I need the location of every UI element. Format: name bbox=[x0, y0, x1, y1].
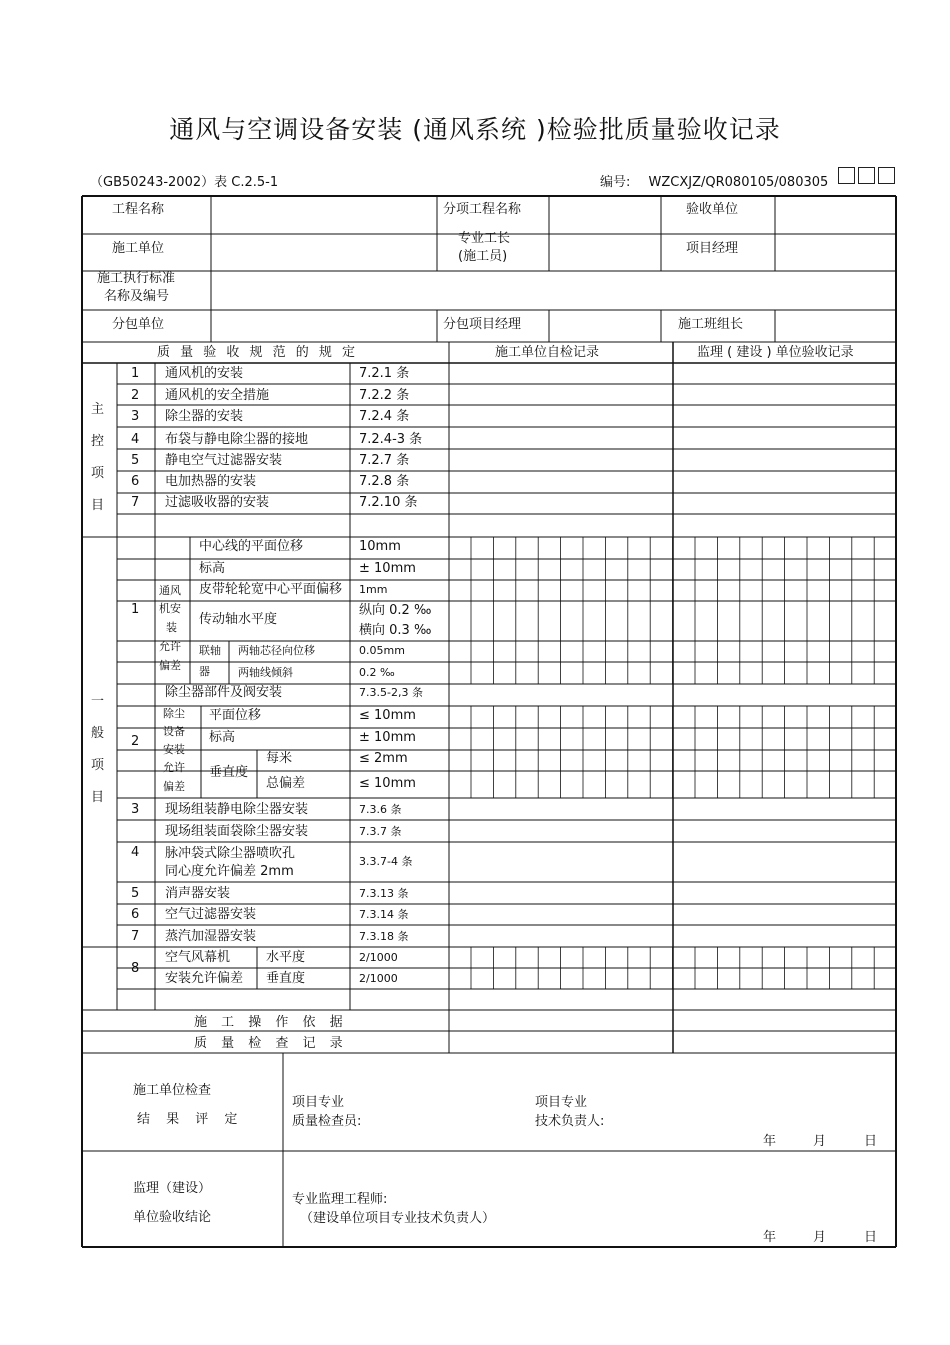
group-label: 通风 bbox=[159, 584, 181, 597]
main-item-clause: 7.2.7 条 bbox=[359, 453, 410, 468]
row-label: 标高 bbox=[209, 730, 236, 745]
main-item-no: 1 bbox=[131, 366, 140, 381]
row-value: 0.2 ‰ bbox=[359, 666, 395, 679]
general-item-no: 1 bbox=[131, 602, 140, 617]
main-item-name: 通风机的安装 bbox=[165, 366, 244, 381]
row-value: ≤ 2mm bbox=[359, 751, 408, 766]
row-label: 水平度 bbox=[266, 950, 306, 965]
row-value: 纵向 0.2 ‰ bbox=[359, 603, 432, 618]
main-label-char: 目 bbox=[91, 498, 105, 513]
row-value: 2/1000 bbox=[359, 972, 398, 985]
row-label: 每米 bbox=[266, 751, 293, 766]
label-team-leader: 施工班组长 bbox=[678, 317, 744, 332]
row-label: 平面位移 bbox=[209, 708, 262, 723]
row-label: 同心度允许偏差 2mm bbox=[165, 864, 294, 879]
main-item-clause: 7.2.2 条 bbox=[359, 388, 410, 403]
row-label: 空气过滤器安装 bbox=[165, 907, 257, 922]
row-value: ≤ 10mm bbox=[359, 776, 416, 791]
general-label-char: 目 bbox=[91, 790, 105, 805]
date-day: 日 bbox=[864, 1134, 878, 1149]
row-label: 两轴芯径向位移 bbox=[238, 644, 315, 657]
label-project-name: 工程名称 bbox=[112, 202, 165, 217]
label-supervision-result: 单位验收结论 bbox=[133, 1210, 212, 1225]
row-value: 2/1000 bbox=[359, 951, 398, 964]
main-item-no: 3 bbox=[131, 409, 140, 424]
date-day: 日 bbox=[864, 1230, 878, 1245]
row-value: 10mm bbox=[359, 539, 401, 554]
label-engineer-sub: （建设单位项目专业技术负责人） bbox=[300, 1211, 496, 1226]
row-label: 标高 bbox=[199, 561, 226, 576]
row-label: 空气风幕机 bbox=[165, 950, 231, 965]
group-label: 设备 bbox=[163, 725, 185, 738]
row-value: 横向 0.3 ‰ bbox=[359, 623, 432, 638]
main-label-char: 项 bbox=[91, 466, 105, 481]
row-label: 两轴线倾斜 bbox=[238, 666, 293, 679]
group-label: 偏差 bbox=[163, 780, 185, 793]
label-construction-unit: 施工单位 bbox=[112, 241, 165, 256]
general-item-no: 8 bbox=[131, 961, 140, 976]
group-label: 装 bbox=[166, 621, 177, 634]
row-label: 安装允许偏差 bbox=[165, 971, 244, 986]
general-item-no: 7 bbox=[131, 929, 140, 944]
main-item-clause: 7.2.1 条 bbox=[359, 366, 410, 381]
label-engineer: 专业监理工程师: bbox=[292, 1192, 388, 1207]
row-value: 7.3.6 条 bbox=[359, 803, 402, 816]
main-item-name: 静电空气过滤器安装 bbox=[165, 453, 283, 468]
main-item-clause: 7.2.10 条 bbox=[359, 495, 418, 510]
label-project-manager: 项目经理 bbox=[686, 241, 739, 256]
group-label: 允许 bbox=[159, 640, 181, 653]
coupling-label: 器 bbox=[199, 665, 210, 678]
label-tech-lead-sub: 技术负责人: bbox=[535, 1114, 605, 1129]
label-sub-project-name: 分项工程名称 bbox=[443, 202, 522, 217]
main-item-no: 5 bbox=[131, 453, 140, 468]
col-supervision: 监理 ( 建设 ) 单位验收记录 bbox=[697, 345, 854, 360]
general-label-char: 一 bbox=[91, 694, 105, 709]
date-month: 月 bbox=[813, 1230, 827, 1245]
label-subcontract-pm: 分包项目经理 bbox=[443, 317, 522, 332]
row-label: 垂直度 bbox=[209, 765, 249, 780]
label-subcontract-unit: 分包单位 bbox=[112, 317, 165, 332]
main-label-char: 主 bbox=[91, 402, 105, 417]
label-construction-check: 施工单位检查 bbox=[133, 1083, 212, 1098]
row-label: 除尘器部件及阀安装 bbox=[165, 685, 283, 700]
main-label-char: 控 bbox=[91, 434, 105, 449]
main-item-no: 2 bbox=[131, 388, 140, 403]
row-value: 1mm bbox=[359, 583, 388, 596]
row-label: 总偏差 bbox=[266, 776, 306, 791]
general-item-no: 6 bbox=[131, 907, 140, 922]
coupling-label: 联轴 bbox=[199, 644, 221, 657]
main-item-clause: 7.2.4 条 bbox=[359, 409, 410, 424]
label-foreman-sub: (施工员) bbox=[458, 249, 508, 264]
date-month: 月 bbox=[813, 1134, 827, 1149]
row-value: 7.3.5-2,3 条 bbox=[359, 686, 423, 699]
row-value: ± 10mm bbox=[359, 561, 416, 576]
col-spec: 质 量 验 收 规 范 的 规 定 bbox=[157, 345, 359, 360]
row-value: 0.05mm bbox=[359, 644, 405, 657]
main-item-name: 通风机的安全措施 bbox=[165, 388, 270, 403]
number-value: WZCXJZ/QR080105/080305 bbox=[648, 175, 829, 190]
row-label: 皮带轮轮宽中心平面偏移 bbox=[199, 582, 343, 597]
row-label: 蒸汽加湿器安装 bbox=[165, 929, 257, 944]
row-value: 7.3.7 条 bbox=[359, 825, 402, 838]
group-label: 机安 bbox=[159, 602, 181, 615]
group-label: 安装 bbox=[163, 743, 185, 756]
label-foreman: 专业工长 bbox=[458, 231, 511, 246]
label-inspector: 项目专业 bbox=[292, 1095, 345, 1110]
row-label: 中心线的平面位移 bbox=[199, 539, 304, 554]
date-year: 年 bbox=[763, 1230, 777, 1245]
main-item-clause: 7.2.8 条 bbox=[359, 474, 410, 489]
general-item-no: 2 bbox=[131, 734, 140, 749]
row-value: 7.3.14 条 bbox=[359, 908, 409, 921]
main-item-clause: 7.2.4-3 条 bbox=[359, 432, 423, 447]
label-tech-lead: 项目专业 bbox=[535, 1095, 588, 1110]
main-item-name: 过滤吸收器的安装 bbox=[165, 495, 270, 510]
col-self-check: 施工单位自检记录 bbox=[495, 345, 600, 360]
main-item-no: 6 bbox=[131, 474, 140, 489]
row-value: 7.3.18 条 bbox=[359, 930, 409, 943]
general-item-no: 5 bbox=[131, 886, 140, 901]
row-label: 脉冲袋式除尘器喷吹孔 bbox=[165, 846, 296, 861]
standard-code: （GB50243-2002）表 C.2.5-1 bbox=[90, 175, 279, 190]
general-item-no: 3 bbox=[131, 802, 140, 817]
row-label: 现场组装面袋除尘器安装 bbox=[165, 824, 309, 839]
main-item-name: 布袋与静电除尘器的接地 bbox=[165, 432, 309, 447]
general-label-char: 项 bbox=[91, 758, 105, 773]
number-label: 编号: bbox=[600, 175, 631, 190]
main-item-no: 4 bbox=[131, 432, 140, 447]
label-record: 质 量 检 查 记 录 bbox=[194, 1036, 348, 1051]
group-label: 允许 bbox=[163, 761, 185, 774]
row-value: ± 10mm bbox=[359, 730, 416, 745]
label-basis: 施 工 操 作 依 据 bbox=[194, 1015, 348, 1030]
page-title: 通风与空调设备安装 (通风系统 )检验批质量验收记录 bbox=[169, 115, 781, 144]
label-supervision-check: 监理（建设） bbox=[133, 1181, 212, 1196]
row-label: 传动轴水平度 bbox=[199, 612, 278, 627]
group-label: 偏差 bbox=[159, 659, 181, 672]
main-item-no: 7 bbox=[131, 495, 140, 510]
label-construction-result: 结 果 评 定 bbox=[137, 1112, 244, 1127]
row-label: 现场组装静电除尘器安装 bbox=[165, 802, 309, 817]
row-value: 7.3.13 条 bbox=[359, 887, 409, 900]
row-value: ≤ 10mm bbox=[359, 708, 416, 723]
label-acceptance-unit: 验收单位 bbox=[686, 202, 739, 217]
date-year: 年 bbox=[763, 1134, 777, 1149]
main-item-name: 电加热器的安装 bbox=[165, 474, 257, 489]
row-label: 垂直度 bbox=[266, 971, 306, 986]
group-label: 除尘 bbox=[163, 707, 185, 720]
label-inspector-sub: 质量检查员: bbox=[292, 1114, 362, 1129]
main-item-name: 除尘器的安装 bbox=[165, 409, 244, 424]
general-label-char: 般 bbox=[91, 726, 105, 741]
row-label: 消声器安装 bbox=[165, 886, 231, 901]
general-item-no: 4 bbox=[131, 845, 140, 860]
label-standard: 施工执行标准 bbox=[97, 271, 176, 286]
row-value: 3.3.7-4 条 bbox=[359, 855, 413, 868]
label-standard-sub: 名称及编号 bbox=[104, 289, 170, 304]
